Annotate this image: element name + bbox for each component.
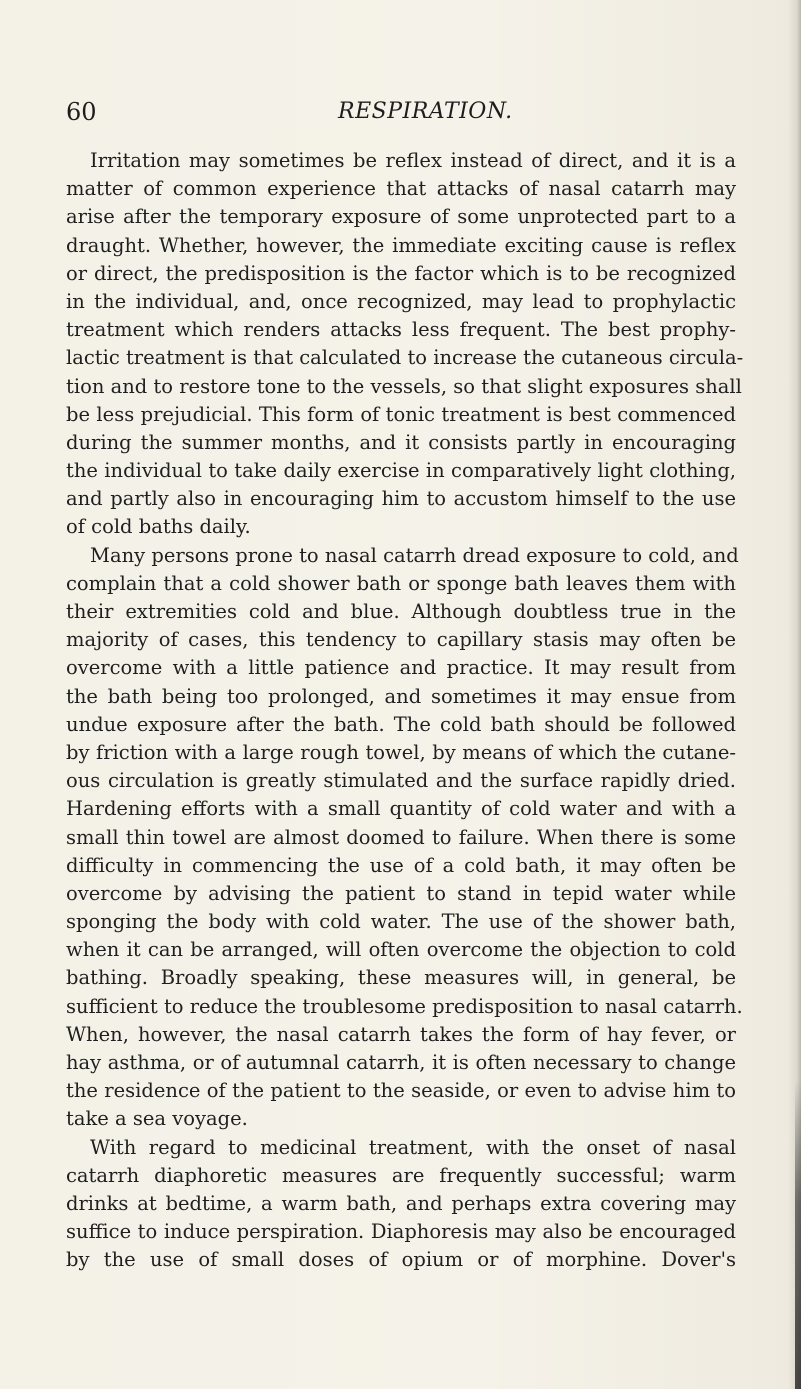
text-line: ous circulation is greatly stimulated and the surface rapidly dried. xyxy=(66,769,736,793)
text-line: When, however, the nasal catarrh takes the form of hay fever, or xyxy=(66,1022,736,1046)
text-line: arise after the temporary exposure of some unprotected part to a xyxy=(66,205,736,229)
paragraph xyxy=(66,542,743,1134)
text-line: drinks at bedtime, a warm bath, and perhaps extra covering may xyxy=(66,1191,736,1215)
page-edge-dark xyxy=(795,1080,801,1389)
text-line: during the summer months, and it consists partly in encouraging xyxy=(66,430,736,454)
text-line: draught. Whether, however, the immediate exciting cause is reflex xyxy=(66,233,736,257)
text-line: overcome by advising the patient to stand in tepid water while xyxy=(66,881,736,905)
text-line: take a sea voyage. xyxy=(66,1107,248,1131)
paragraph xyxy=(66,147,744,542)
text-line: undue exposure after the bath. The cold bath should be followed xyxy=(66,712,736,736)
text-line: majority of cases, this tendency to capillary stasis may often be xyxy=(66,628,736,652)
running-head: RESPIRATION. xyxy=(338,99,513,124)
text-line: suffice to induce perspiration. Diaphoresis may also be encouraged xyxy=(66,1220,736,1244)
text-line: by friction with a large rough towel, by means of which the cutane- xyxy=(66,740,736,764)
text-line: complain that a cold shower bath or sponge bath leaves them with xyxy=(66,571,736,595)
text-line: Many persons prone to nasal catarrh dread exposure to cold, and xyxy=(90,543,739,567)
text-line: and partly also in encouraging him to accustom himself to the use xyxy=(66,487,736,511)
text-line: their extremities cold and blue. Although doubtless true in the xyxy=(66,600,736,623)
text-line: difficulty in commencing the use of a cold bath, it may often be xyxy=(66,853,736,877)
text-line: overcome with a little patience and practice. It may result from xyxy=(66,656,736,680)
text-line: of cold baths daily. xyxy=(66,515,251,539)
page-number: 60 xyxy=(66,98,97,126)
text-line: With regard to medicinal treatment, with the onset of nasal xyxy=(90,1135,736,1159)
text-line: the individual to take daily exercise in comparatively light clothing, xyxy=(66,459,736,483)
text-line: small thin towel are almost doomed to failure. When there is some xyxy=(66,825,736,849)
text-line: Irritation may sometimes be reflex instead of direct, and it is a xyxy=(90,149,736,172)
paragraph xyxy=(66,1134,736,1275)
text-line: when it can be arranged, will often overcome the objection to cold xyxy=(66,938,736,962)
text-line: hay asthma, or of autumnal catarrh, it is often necessary to change xyxy=(66,1051,736,1074)
text-line: be less prejudicial. This form of tonic treatment is best commenced xyxy=(66,402,736,426)
text-line: matter of common experience that attacks of nasal catarrh may xyxy=(66,177,736,201)
page-header xyxy=(66,94,736,130)
body-text xyxy=(66,147,744,1275)
text-line: or direct, the predisposition is the factor which is to be recognized xyxy=(66,261,736,285)
text-line: tion and to restore tone to the vessels, so that slight exposures shall xyxy=(66,374,742,398)
text-line: sponging the body with cold water. The use of the shower bath, xyxy=(66,910,736,934)
text-line: by the use of small doses of opium or of morphine. Dover's xyxy=(66,1248,736,1272)
text-line: the residence of the patient to the seaside, or even to advise him to xyxy=(66,1079,736,1103)
text-line: catarrh diaphoretic measures are frequently successful; warm xyxy=(66,1163,736,1187)
text-line: in the individual, and, once recognized, may lead to prophylactic xyxy=(66,289,736,313)
text-line: lactic treatment is that calculated to increase the cutaneous circula- xyxy=(66,346,744,370)
text-line: treatment which renders attacks less frequent. The best prophy- xyxy=(66,318,736,342)
text-line: sufficient to reduce the troublesome predisposition to nasal catarrh. xyxy=(66,994,743,1018)
text-line: Hardening efforts with a small quantity of cold water and with a xyxy=(66,797,736,821)
text-line: the bath being too prolonged, and sometimes it may ensue from xyxy=(66,684,736,708)
text-line: bathing. Broadly speaking, these measures will, in general, be xyxy=(66,966,736,990)
